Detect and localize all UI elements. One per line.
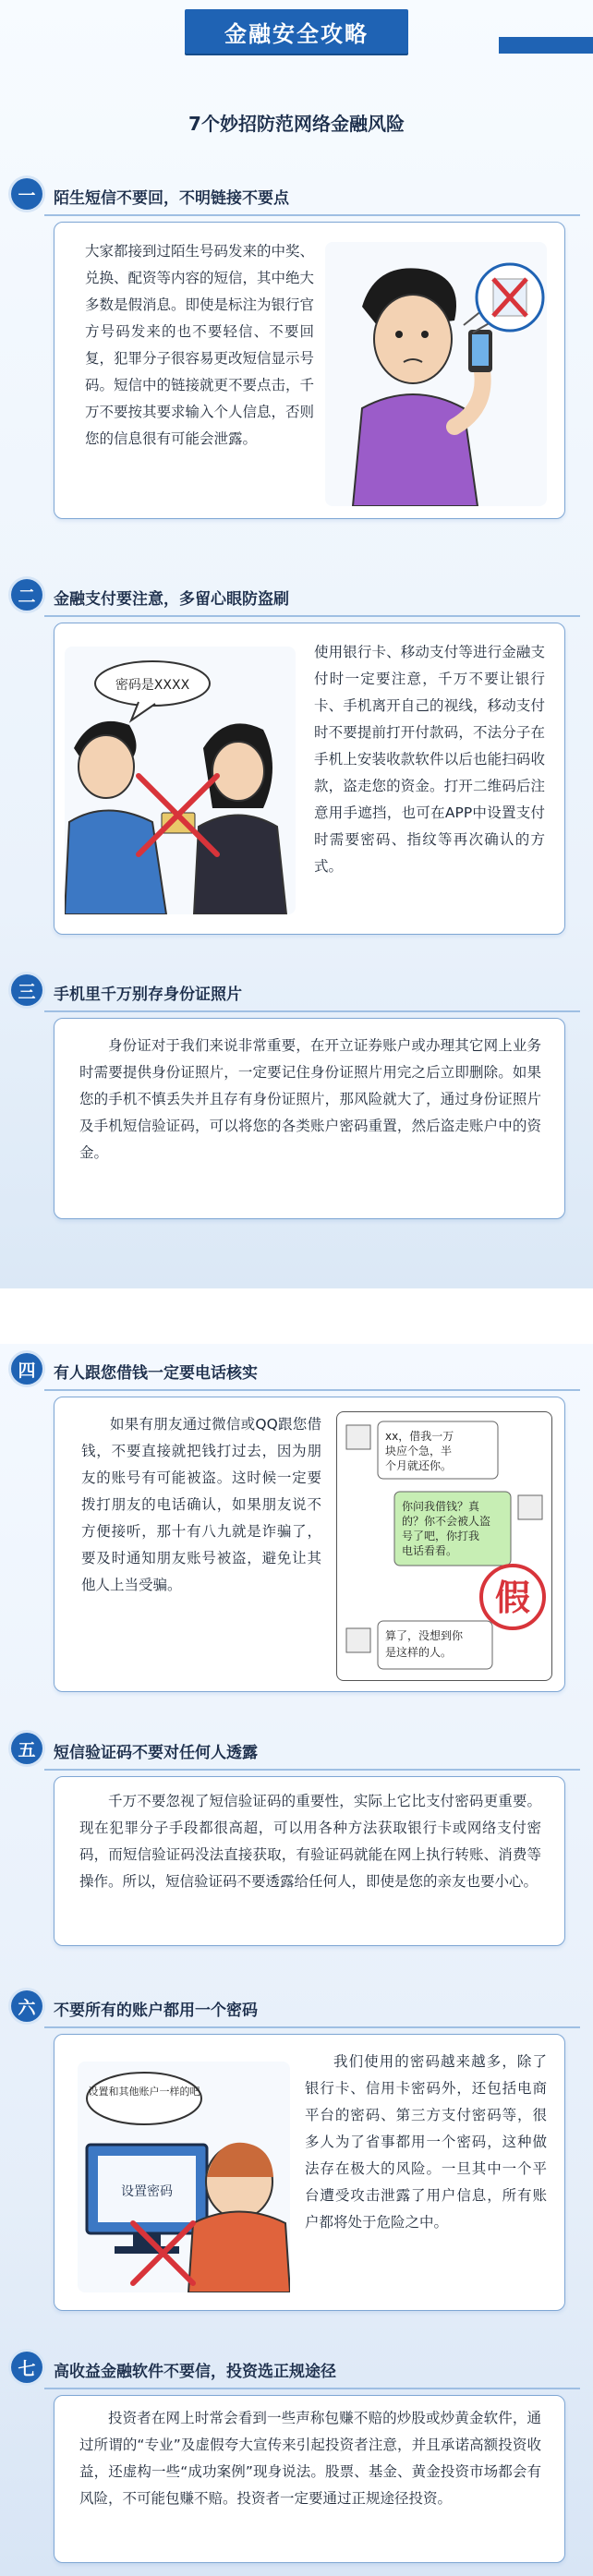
section-title-1: 陌生短信不要回，不明链接不要点 [54,189,289,208]
section-text-5: 千万不要忽视了短信验证码的重要性，实际上它比支付密码更重要。现在犯罪分子手段都很高超，可以用各种方法获取银行卡或网络支付密码，而短信验证码没法直接获取，有验证码就能在网上执行转账、消费等操作。所以，短信验证码不要透露给任何人，即使是您的亲友也要小心。 [79,1793,541,1890]
svg-text:算了，没想到你: 算了，没想到你 [385,1629,464,1642]
two-people-payment-icon [65,647,296,914]
section-title-7: 高收益金融软件不要信，投资选正规途径 [54,2363,336,2381]
svg-text:电话看看。: 电话看看。 [402,1544,458,1557]
screen-text: 设置密码 [121,2184,173,2199]
svg-text:个月就还你。: 个月就还你。 [385,1459,453,1472]
illustration-sms-scam [325,242,547,506]
section-title-5: 短信验证码不要对任何人透露 [54,1744,258,1762]
svg-text:号了吧，你打我: 号了吧，你打我 [402,1530,480,1542]
section-divider-2 [44,615,580,617]
bubble-text: 密码是XXXX [115,678,190,693]
svg-text:块应个急，半: 块应个急，半 [385,1445,453,1457]
section-divider-1 [44,214,580,216]
svg-text:的？你不会被人盗: 的？你不会被人盗 [402,1515,491,1528]
section-number-3: 三 [11,974,42,1006]
section-number-2: 二 [11,579,42,611]
section-number-6: 六 [11,1990,42,2022]
section-text-1: 大家都接到过陌生号码发来的中奖、兑换、配资等内容的短信，其中绝大多数是假消息。即使是标注为银行官方号码发来的也不要轻信、不要回复，犯罪分子很容易更改短信显示号码。短信中的链接就更不要点击，千万不要按其要求输入个人信息，否则您的信息很有可能会泄露。 [85,243,315,447]
svg-text:你问我借钱？真: 你问我借钱？真 [402,1500,480,1513]
header-banner: 金融安全攻略 [185,9,408,54]
illustration-password [78,2062,290,2292]
svg-text:xx，借我一万: xx，借我一万 [385,1430,454,1443]
section-number-7: 七 [11,2352,42,2383]
section-text-2: 使用银行卡、移动支付等进行金融支付时一定要注意，千万不要让银行卡、手机离开自己的视线，移动支付时不要提前打开付款码，不法分子在手机上安装收款软件以后也能扫码收款，盗走您的资金。打开二维码后注意用手遮挡，也可在APP中设置支付时需要密码、指纹等再次确认的方式。 [314,644,545,875]
section-title-4: 有人跟您借钱一定要电话核实 [54,1364,258,1383]
section-divider-6 [44,2026,580,2028]
section-divider-5 [44,1769,580,1771]
section-divider-3 [44,1010,580,1012]
section-text-4: 如果有朋友通过微信或QQ跟您借钱，不要直接就把钱打过去，因为朋友的账号有可能被盗。这时候一定要拨打朋友的电话确认，如果朋友说不方便接听，那十有八九就是诈骗了，要及时通知朋友账号被盗，避免让其他人上当受骗。 [81,1416,321,1593]
section-number-1: 一 [11,178,42,210]
page-subtitle: 7个妙招防范网络金融风险 [188,113,405,135]
panel-gap [0,1288,593,1344]
section-title-3: 手机里千万别存身份证照片 [54,986,242,1004]
fake-stamp: 假 [494,1578,531,1618]
section-divider-4 [44,1389,580,1391]
thought-text: 设置和其他账户一样的吧 [88,2086,200,2098]
computer-password-icon [78,2062,290,2292]
section-text-3: 身份证对于我们来说非常重要，在开立证券账户或办理其它网上业务时需要提供身份证照片，一定要记住身份证照片用完之后立即删除。如果您的手机不慎丢失并且存有身份证照片，那风险就大了，通过身份证照片及手机短信验证码，可以将您的各类账户密码重置，然后盗走账户中的资金。 [79,1037,541,1161]
section-title-2: 金融支付要注意，多留心眼防盗刷 [54,590,289,609]
header-stripe [499,37,593,54]
section-number-5: 五 [11,1733,42,1764]
illustration-payment-theft [65,647,296,914]
svg-text:是这样的人。: 是这样的人。 [385,1646,453,1659]
chat-window-icon [337,1412,551,1680]
man-with-phone-icon [325,242,547,506]
section-number-4: 四 [11,1353,42,1385]
section-divider-7 [44,2388,580,2389]
section-text-6: 我们使用的密码越来越多，除了银行卡、信用卡密码外，还包括电商平台的密码、第三方支付密码等，很多人为了省事都用一个密码，这种做法存在极大的风险。一旦其中一个平台遭受攻击泄露了用户信息，所有账户都将处于危险之中。 [305,2053,547,2231]
section-text-7: 投资者在网上时常会看到一些声称包赚不赔的炒股或炒黄金软件，通过所谓的“专业”及虚假夸大宣传来引起投资者注意，并且承诺高额投资收益，还虚构一些“成功案例”现身说法。股票、基金、黄金投资市场都会有风险，不可能包赚不赔。投资者一定要通过正规途径投资。 [79,2410,541,2507]
section-title-6: 不要所有的账户都用一个密码 [54,2002,258,2020]
chat-illustration [336,1411,552,1681]
